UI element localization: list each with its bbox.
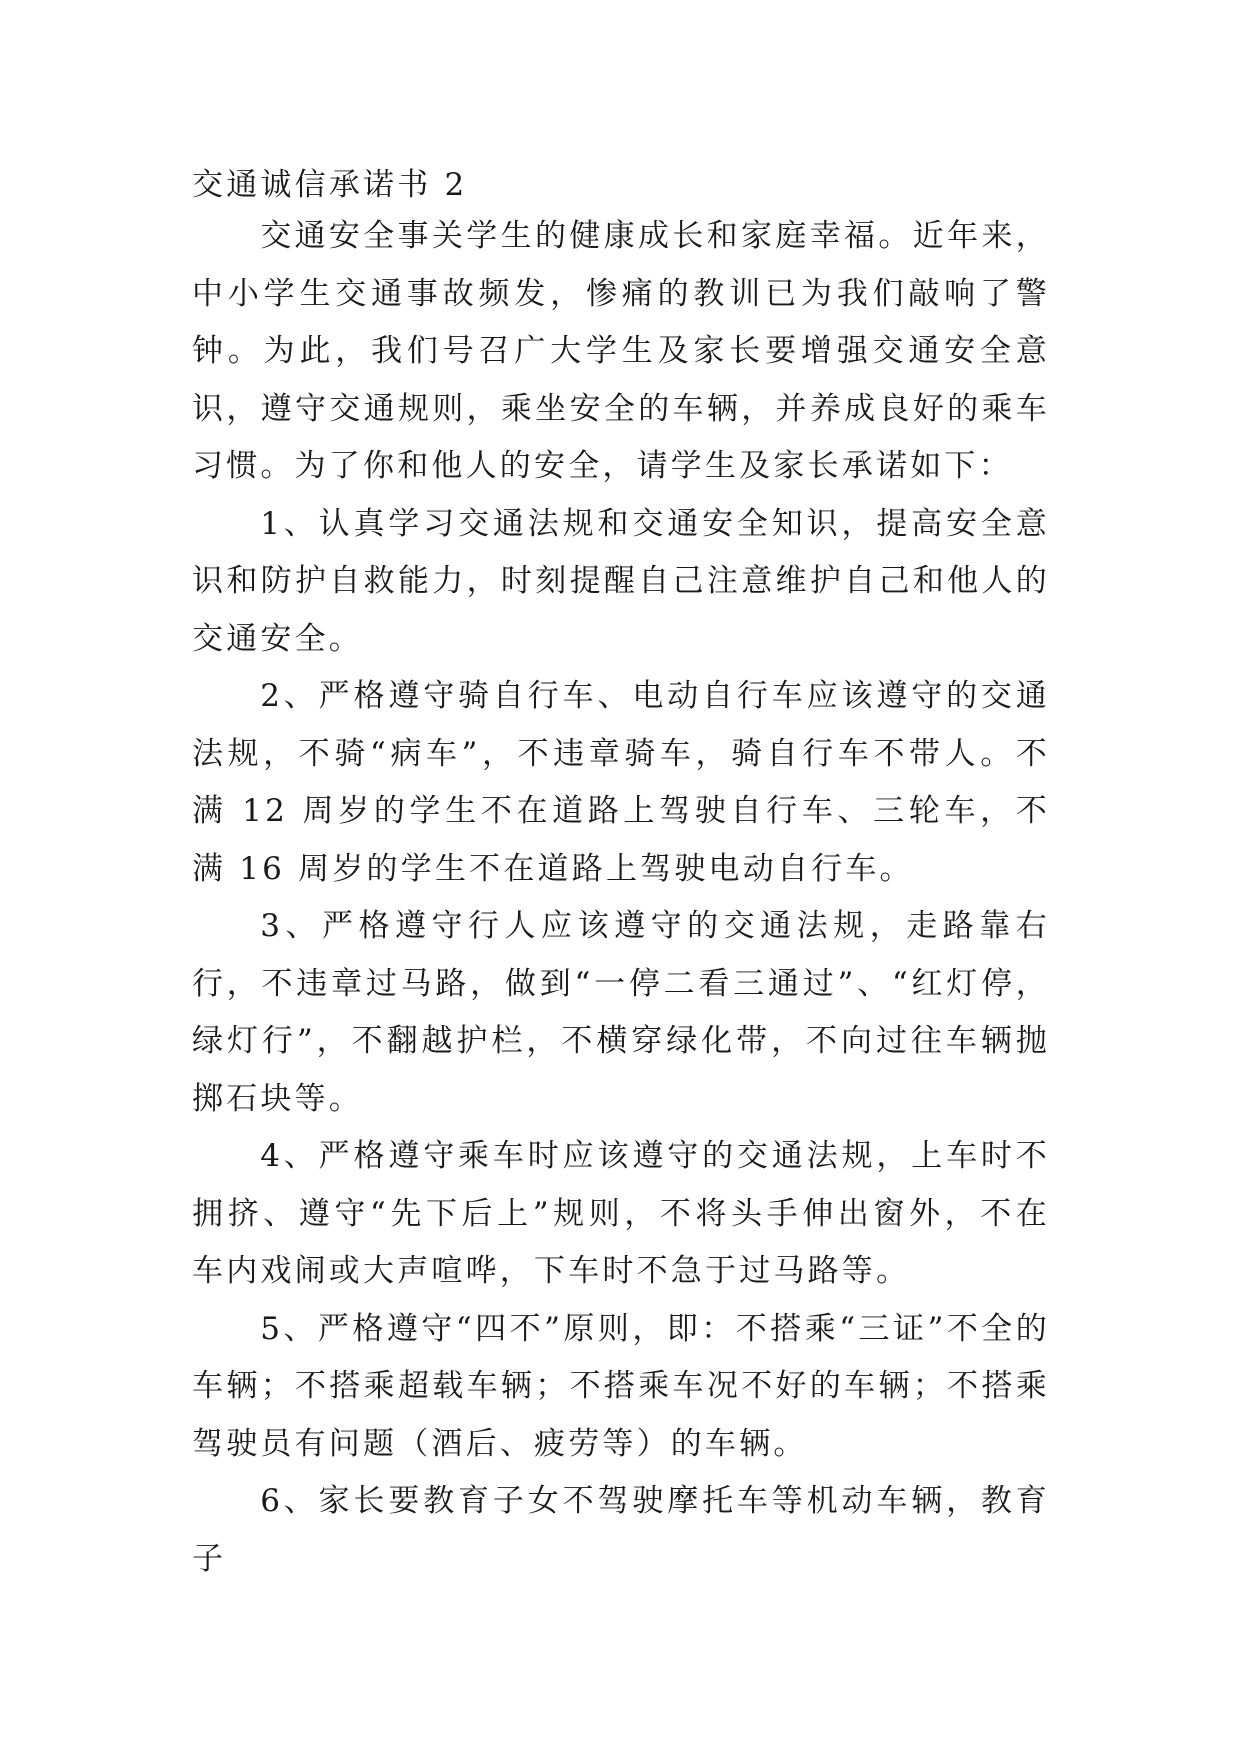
pledge-item-6: 6、家长要教育子女不驾驶摩托车等机动车辆，教育子 xyxy=(192,1483,1050,1577)
document-body xyxy=(192,162,1050,1588)
intro-paragraph: 交通安全事关学生的健康成长和家庭幸福。近年来，中小学生交通事故频发，惨痛的教训已为我们敲响了警钟。为此，我们号召广大学生及家长要增强交通安全意识，遵守交通规则，乘坐安全的车辆，并养成良好的乘车习惯。为了你和他人的安全，请学生及家长承诺如下： xyxy=(192,218,1050,484)
pledge-item-4: 4、严格遵守乘车时应该遵守的交通法规，上车时不拥挤、遵守“先下后上”规则，不将头手伸出窗外，不在车内戏闹或大声喧哗，下车时不急于过马路等。 xyxy=(192,1138,1050,1289)
pledge-item-1: 1、认真学习交通法规和交通安全知识，提高安全意识和防护自救能力，时刻提醒自己注意维护自己和他人的交通安全。 xyxy=(192,505,1050,657)
pledge-item-2: 2、严格遵守骑自行车、电动自行车应该遵守的交通法规，不骑“病车”，不违章骑车，骑自行车不带人。不满 12 周岁的学生不在道路上驾驶自行车、三轮车，不满 16 周岁的学生不在道路上驾驶电动自行车。 xyxy=(192,678,1050,887)
pledge-item-3: 3、严格遵守行人应该遵守的交通法规，走路靠右行，不违章过马路，做到“一停二看三通过”、“红灯停，绿灯行”，不翻越护栏，不横穿绿化带，不向过往车辆抛掷石块等。 xyxy=(192,908,1050,1117)
pledge-item-5: 5、严格遵守“四不”原则，即：不搭乘“三证”不全的车辆；不搭乘超载车辆；不搭乘车况不好的车辆；不搭乘驾驶员有问题（酒后、疲劳等）的车辆。 xyxy=(192,1310,1050,1462)
document-title: 交通诚信承诺书 2 xyxy=(192,167,468,203)
